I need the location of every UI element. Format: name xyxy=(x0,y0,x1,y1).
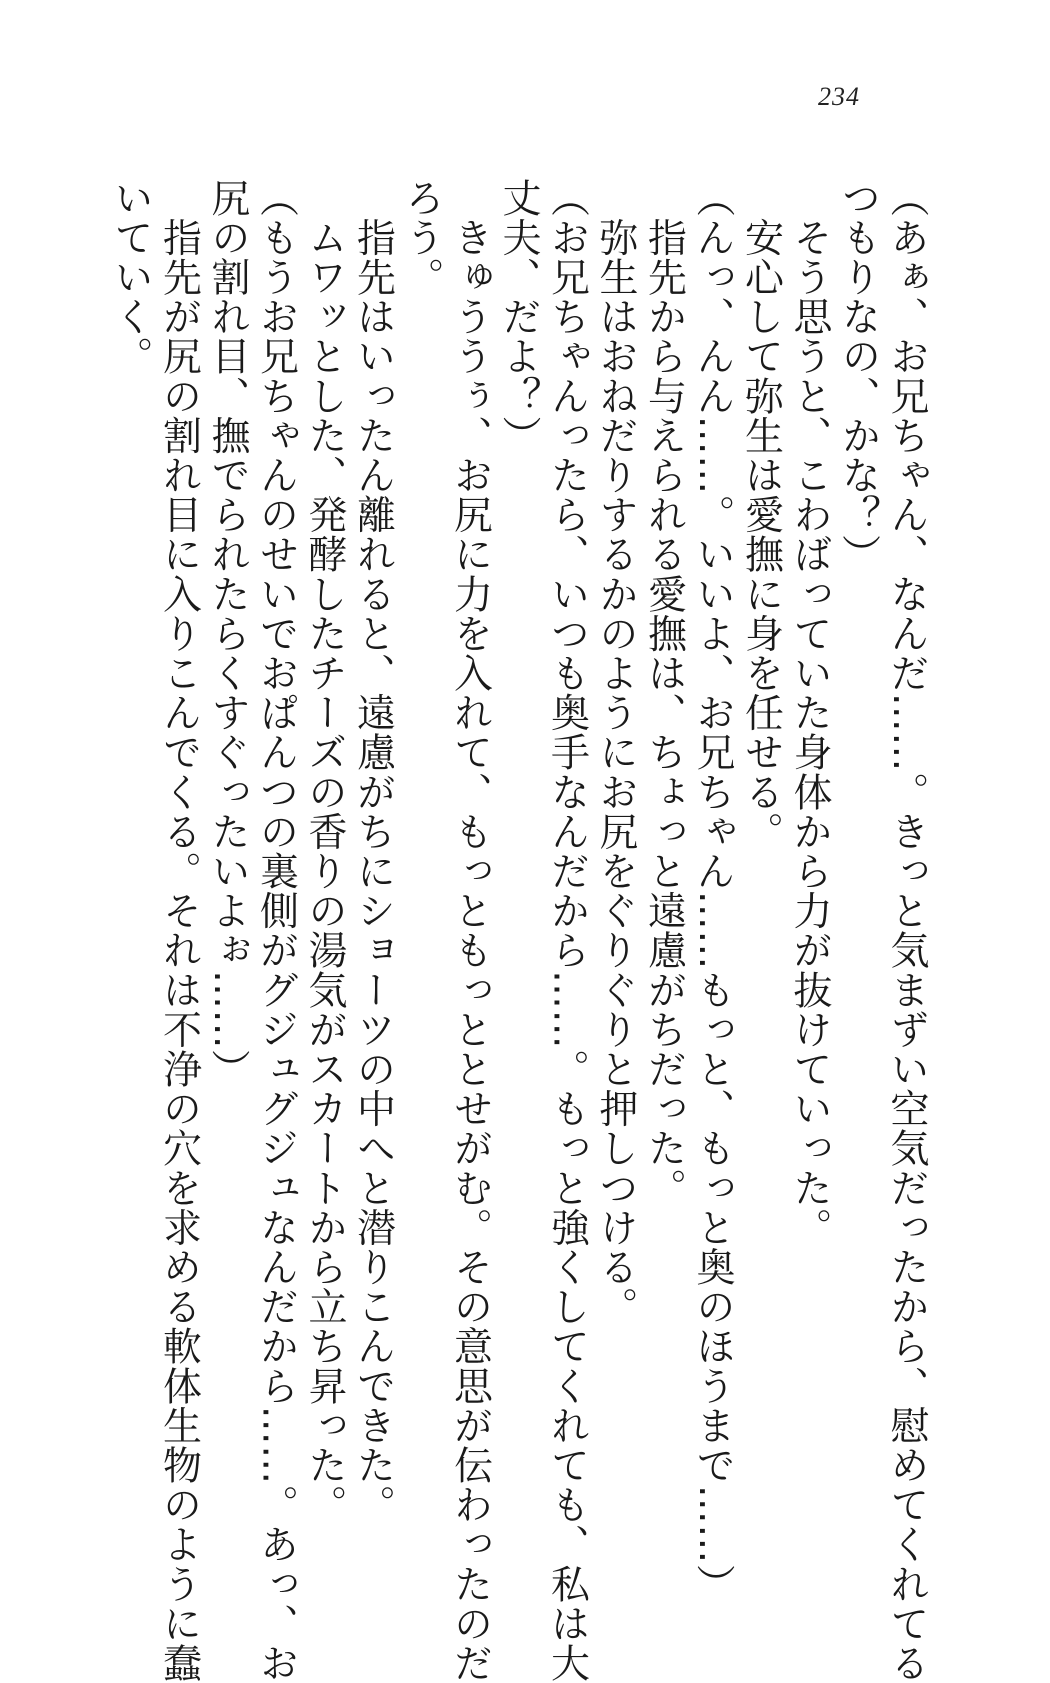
page-number: 234 xyxy=(818,82,860,111)
text-line: ムワッとした、発酵したチーズの香りの湯気がスカートから立ち昇った。 xyxy=(302,178,347,1525)
text-line: 指先から与えられる愛撫は、ちょっと遠慮がちだった。 xyxy=(641,178,687,1208)
text-line: （んっ、んん……。いいよ、お兄ちゃん……もっと、もっと奥のほうまで……） xyxy=(690,178,735,1604)
text-line: つもりなの、かな？） xyxy=(835,178,881,574)
text-line: きゅううぅ、お尻に力を入れて、もっともっととせがむ。その意思が伝わったのだ xyxy=(447,178,493,1683)
text-line: 弥生はおねだりするかのようにお尻をぐりぐりと押しつける。 xyxy=(593,178,638,1327)
vertical-body-text xyxy=(108,178,930,1683)
text-line: （もうお兄ちゃんのせいでおぱんつの裏側がグジュグジュなんだから……。あっ、お xyxy=(253,178,299,1683)
text-line: 指先はいったん離れると、遠慮がちにショーツの中へと潜りこんできた。 xyxy=(350,178,396,1525)
text-line: 尻の割れ目、撫でられたらくすぐったいよぉ……） xyxy=(205,178,250,1089)
text-line: ろう。 xyxy=(399,178,444,297)
text-line: 丈夫、だよ？） xyxy=(496,178,541,456)
text-line: いていく。 xyxy=(108,178,153,376)
text-line: 指先が尻の割れ目に入りこんでくる。それは不浄の穴を求める軟体生物のように蠢 xyxy=(156,178,202,1683)
text-line: （お兄ちゃんったら、いつも奥手なんだから……。もっと強くしてくれても、私は大 xyxy=(544,178,590,1683)
text-line: そう思うと、こわばっていた身体から力が抜けていった。 xyxy=(787,178,832,1248)
text-line: 安心して弥生は愛撫に身を任せる。 xyxy=(738,178,784,852)
text-line: （あぁ、お兄ちゃん、なんだ……。きっと気まずい空気だったから、慰めてくれてる xyxy=(884,178,929,1683)
